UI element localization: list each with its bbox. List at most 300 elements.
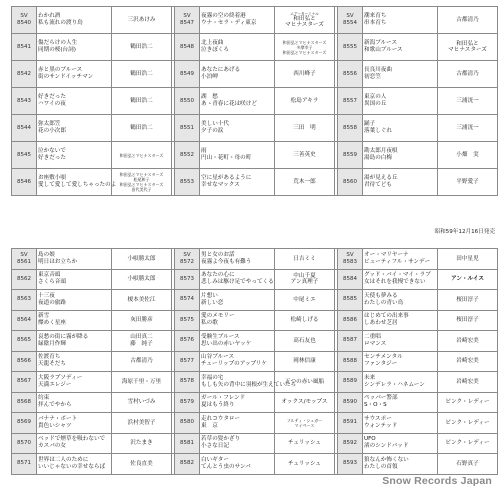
artist-name [275, 433, 335, 454]
artist-line: 中尾ミエ [293, 296, 316, 303]
artist-name [112, 372, 172, 393]
song-title: UFO [364, 436, 376, 443]
catalog-number-value: 8585 [343, 296, 357, 303]
table-row [12, 392, 498, 413]
artist-name [112, 88, 172, 115]
table-row [12, 7, 498, 34]
artist-line: 和田弘とマヒナスターズ [119, 172, 164, 177]
table-row [12, 61, 498, 88]
catalog-number [12, 392, 37, 413]
artist-name [438, 115, 498, 142]
catalog-number [338, 331, 363, 352]
catalog-sheet [11, 0, 495, 501]
table-row [12, 413, 498, 434]
song-titles [37, 142, 112, 169]
artist-name [438, 351, 498, 372]
catalog-number [338, 34, 363, 61]
catalog-number-value: 8540 [17, 20, 31, 26]
artist-line: チェリッシュ [287, 460, 322, 467]
song-titles [200, 115, 275, 142]
catalog-number-value: 8569 [17, 419, 31, 426]
artist-line: マイペース [294, 422, 315, 428]
artist-name [438, 392, 498, 413]
artist-name [112, 34, 172, 61]
catalog-number-value: 8556 [343, 70, 357, 77]
song-title: カスバの女 [38, 443, 66, 450]
song-title: ガール・フレンド [201, 395, 246, 402]
catalog-number [175, 61, 200, 88]
catalog-number [12, 269, 37, 290]
song-title: 私も流れの渡り鳥 [38, 20, 83, 26]
catalog-number-value: 8549 [180, 70, 194, 77]
song-title: 拝んでやから [38, 402, 72, 409]
catalog-number-value: 8582 [180, 460, 194, 467]
watermark-text: Snow Records Japan [382, 475, 492, 487]
release-date-note: 昭和59年12月16日発売 [434, 229, 495, 235]
song-title: ロマンス [364, 340, 387, 347]
artist-name [438, 7, 498, 34]
catalog-number-value: 8586 [343, 316, 357, 323]
catalog-number-value: 8568 [17, 398, 31, 405]
song-title: 夏はもう終り [201, 402, 235, 409]
artist-line: ピンク・レディー [445, 399, 490, 405]
artist-name [438, 61, 498, 88]
song-titles [200, 269, 275, 290]
song-title: 泣かないで [38, 148, 66, 154]
song-title: 傷だらけの人生 [38, 40, 78, 46]
artist-line: マヒナスターズ [285, 22, 324, 28]
song-title: 落葉しぐれ [364, 128, 392, 134]
catalog-number-value: 8561 [17, 258, 31, 265]
catalog-number-value: 8574 [180, 296, 194, 303]
catalog-number [175, 310, 200, 331]
song-titles [37, 290, 112, 311]
catalog-number [175, 454, 200, 475]
artist-name [438, 88, 498, 115]
artist-name [275, 413, 335, 434]
table-row [12, 34, 498, 61]
catalog-number [175, 433, 200, 454]
catalog-number-value: 8546 [17, 178, 31, 185]
catalog-number-value: 8571 [17, 460, 31, 467]
catalog-number-value: 8548 [180, 43, 194, 50]
song-titles [200, 454, 275, 475]
catalog-number-value: 8547 [180, 20, 194, 26]
song-titles [363, 372, 438, 393]
artist-line: 藤 純子 [130, 340, 153, 347]
sv-prefix: SV [346, 13, 354, 19]
table-row [12, 269, 498, 290]
artist-name [112, 7, 172, 34]
song-title: 新潟ブルース [364, 40, 398, 46]
table-row [12, 169, 498, 196]
artist-line: 荒木一郎 [293, 178, 316, 185]
catalog-number-value: 8576 [180, 337, 194, 344]
artist-line: 三浦洸一 [456, 124, 479, 131]
catalog-number [175, 34, 200, 61]
song-title: 山谷ブルース [201, 354, 235, 361]
artist-line: 海原千里・万里 [121, 378, 162, 385]
catalog-number [175, 351, 200, 372]
artist-name [438, 290, 498, 311]
artist-line: 日吉ミミ [293, 255, 316, 262]
artist-note: エアーターミナル [290, 11, 319, 16]
song-title: S・O・S [364, 402, 387, 409]
song-title: あなたの心に [201, 272, 235, 279]
catalog-number-value: 8552 [180, 151, 194, 158]
catalog-number-value: 8583 [343, 258, 357, 265]
artist-name [275, 310, 335, 331]
song-titles [363, 290, 438, 311]
song-title: 幸せなマックス [201, 182, 240, 188]
catalog-number [338, 61, 363, 88]
artist-name [275, 7, 335, 34]
artist-line: 鶴田浩二 [130, 43, 153, 50]
artist-name [112, 413, 172, 434]
song-title: 東 京 [201, 422, 218, 429]
artist-line: 桜田淳子 [456, 317, 479, 323]
song-title: 走れコウタロー [201, 415, 241, 422]
catalog-number [12, 61, 37, 88]
artist-name [112, 454, 172, 475]
song-title: ハワイの夜 [38, 101, 66, 107]
song-title: 渚のシンドバッド [364, 443, 409, 450]
catalog-number-value: 8579 [180, 398, 194, 405]
artist-line: アン真理子 [290, 279, 319, 286]
artist-line: ソルティ・シュガー [286, 417, 323, 423]
artist-line: 古都清乃 [456, 70, 479, 77]
artist-name [438, 169, 498, 196]
catalog-number [175, 249, 200, 270]
song-title: ペッパー警部 [364, 395, 398, 402]
artist-line: アン・ルイス [450, 276, 484, 282]
catalog-number-value: 8541 [17, 43, 31, 50]
catalog-number-value: 8588 [343, 357, 357, 364]
catalog-number [175, 413, 200, 434]
artist-name [438, 249, 498, 270]
song-titles [200, 7, 275, 34]
song-titles [363, 454, 438, 475]
song-titles [363, 392, 438, 413]
song-titles [363, 34, 438, 61]
song-titles [37, 249, 112, 270]
song-titles [363, 433, 438, 454]
song-title: 湯が見える丘 [364, 175, 398, 181]
catalog-table-bottom [11, 248, 498, 475]
catalog-number-value: 8559 [343, 151, 357, 158]
song-title: 天龍そだち [38, 361, 66, 368]
catalog-number [175, 115, 200, 142]
artist-line: 沢たまき [130, 440, 153, 446]
song-title: 悲しみは駆け足でやってくる [201, 279, 274, 286]
song-titles [363, 115, 438, 142]
artist-line: 和田弘とマヒナスターズ [282, 39, 327, 45]
artist-line: 岩崎宏美 [456, 358, 479, 364]
table-row [12, 249, 498, 270]
table-row [12, 142, 498, 169]
song-titles [200, 169, 275, 196]
song-title: 新雪 [38, 313, 50, 320]
catalog-number [175, 372, 200, 393]
catalog-number [338, 372, 363, 393]
artist-line: 鶴田浩二 [130, 70, 153, 77]
artist-line: 古都清乃 [456, 16, 479, 23]
artist-name [275, 290, 335, 311]
song-title: 佐渡育ち [38, 354, 61, 361]
catalog-number [338, 269, 363, 290]
song-title: 白いギター [201, 456, 229, 463]
song-title: センチメンタル [364, 354, 403, 361]
catalog-number-value: 8560 [343, 178, 357, 185]
artist-line: 岩崎宏美 [456, 337, 479, 344]
catalog-number-value: 8545 [17, 151, 31, 158]
catalog-number-value: 8565 [17, 337, 31, 344]
song-title: 好きだった [38, 94, 66, 100]
catalog-number-value: 8587 [343, 337, 357, 344]
song-titles [37, 454, 112, 475]
catalog-number [12, 88, 37, 115]
catalog-number [12, 331, 37, 352]
song-title: 異国の丘 [364, 101, 387, 107]
song-title: 夜霧の空の終着港 [201, 13, 246, 19]
song-titles [37, 88, 112, 115]
artist-line: 和田弘とマヒナスターズ [119, 182, 164, 187]
artist-line: 多摩幸子 [296, 44, 313, 50]
catalog-number-value: 8562 [17, 275, 31, 282]
song-titles [37, 331, 112, 352]
artist-name [112, 290, 172, 311]
song-title: 北上夜曲 [201, 40, 224, 46]
catalog-number [12, 413, 37, 434]
song-title: チューリップのアップリケ [201, 361, 268, 368]
song-titles [363, 169, 438, 196]
catalog-number [338, 169, 363, 196]
artist-line: 田代美代子 [131, 187, 152, 192]
song-title: 美しい十代 [201, 121, 229, 127]
song-title: 貴色いシャツ [38, 422, 72, 429]
artist-name [275, 142, 335, 169]
artist-name [275, 269, 335, 290]
song-title: 君待てども [364, 182, 392, 188]
table-row [12, 454, 498, 475]
artist-line: 浜村美智子 [127, 419, 156, 426]
song-title: 天満エレジー [38, 381, 72, 388]
artist-name [438, 372, 498, 393]
song-title: シンデレラ・ハネムーン [364, 381, 425, 388]
song-titles [37, 392, 112, 413]
artist-name [438, 269, 498, 290]
song-titles [363, 413, 438, 434]
song-title: 同期の桜(台詞) [38, 47, 76, 53]
song-title: 空に星があるように [201, 175, 252, 181]
catalog-number-value: 8591 [343, 419, 357, 426]
song-title: てんとう虫のサンバ [201, 463, 251, 470]
song-titles [363, 331, 438, 352]
song-title: 湯島の白梅 [364, 155, 392, 161]
catalog-number-value: 8590 [343, 398, 357, 405]
song-title: わかれ酒 [38, 13, 61, 19]
artist-name [275, 351, 335, 372]
song-title: 東京の人 [364, 94, 387, 100]
song-title: 二重唱 [364, 333, 381, 340]
artist-line: 佐良直美 [130, 460, 153, 467]
artist-line: 中山千夏 [293, 272, 316, 279]
song-title: あなたにあげる [201, 67, 241, 73]
artist-line: 和田弘とマヒナスターズ [282, 49, 327, 55]
song-titles [200, 392, 275, 413]
catalog-number-value: 8573 [180, 275, 194, 282]
artist-line: 鶴田浩二 [130, 124, 153, 131]
song-title: 若草の髪かざり [201, 436, 241, 443]
song-title: お座敷小唄 [38, 175, 66, 181]
catalog-number [12, 372, 37, 393]
catalog-number-value: 8572 [180, 258, 194, 265]
catalog-number-value: 8551 [180, 124, 194, 131]
catalog-number [175, 142, 200, 169]
song-title: 小さな日記 [201, 443, 229, 450]
catalog-number-value: 8558 [343, 124, 357, 131]
song-titles [37, 351, 112, 372]
artist-line: 桜田淳子 [456, 296, 479, 303]
song-titles [200, 142, 275, 169]
table-row [12, 310, 498, 331]
song-title: 小泊岬 [201, 74, 218, 80]
song-titles [363, 61, 438, 88]
artist-name [438, 454, 498, 475]
song-titles [37, 433, 112, 454]
artist-line: 田中星児 [456, 255, 479, 262]
artist-line: 和田弘と [293, 15, 316, 22]
song-title: 明日はお立ちか [38, 258, 78, 265]
catalog-number [338, 392, 363, 413]
artist-name [275, 392, 335, 413]
artist-name [275, 169, 335, 196]
catalog-number [12, 142, 37, 169]
song-title: 幸福の宅 [201, 374, 224, 381]
song-title: 愛のメモリー [201, 313, 235, 320]
song-titles [37, 169, 117, 196]
catalog-number [12, 351, 37, 372]
song-title: 緑陰月作輝 [38, 340, 66, 347]
song-title: 男と女のお話 [201, 251, 235, 258]
artist-line: ピンク・レディー [445, 419, 490, 426]
song-title: 島の娘 [38, 251, 55, 258]
catalog-number-value: 8580 [180, 419, 194, 426]
song-title: オー・マリヤーナ [364, 251, 409, 258]
catalog-number [175, 392, 200, 413]
song-title: グッド・バイ・マイ・ラブ [364, 272, 431, 279]
catalog-number [12, 115, 37, 142]
song-title: あゝ青春に花は咲けど [201, 101, 257, 107]
artist-line: 小畑 実 [456, 151, 479, 158]
song-title: 天使も夢みる [364, 292, 398, 299]
catalog-number [175, 169, 200, 196]
catalog-number [338, 454, 363, 475]
catalog-number-value: 8584 [343, 275, 357, 282]
song-title: 赤と黒のブルース [38, 67, 83, 73]
catalog-number [175, 290, 200, 311]
artist-line: 高石友也 [293, 337, 316, 344]
song-title: 泣きぼくろ [201, 47, 229, 53]
song-titles [37, 310, 112, 331]
song-title: わたしの首領 [364, 463, 398, 470]
table-row [12, 351, 498, 372]
song-title: 狼なんか怖くない [364, 456, 409, 463]
artist-line: 小唄勝太郎 [127, 276, 156, 282]
table-row [12, 115, 498, 142]
artist-line: 雪村いづみ [127, 399, 156, 405]
song-title: しあわせ芝居 [364, 320, 398, 327]
song-title: 和歌山ブルース [364, 47, 403, 53]
song-titles [200, 290, 275, 311]
artist-line: 山田真二 [130, 334, 153, 341]
catalog-number-value: 8593 [343, 460, 357, 467]
catalog-number-value: 8544 [17, 124, 31, 131]
song-title: 花の小次郎 [38, 128, 66, 134]
song-title: さくら音頭 [38, 279, 66, 286]
song-titles [363, 7, 438, 34]
song-titles [200, 34, 275, 61]
artist-line: 和田弘とマヒナスターズ [119, 152, 164, 158]
catalog-number [12, 454, 37, 475]
song-title: 受験生ブルース [201, 333, 240, 340]
song-title: 哀愁の街に霧が降る [38, 333, 89, 340]
catalog-number [12, 7, 37, 34]
song-title: 未来 [364, 374, 376, 381]
catalog-number-value: 8564 [17, 316, 31, 323]
artist-line: オックス/モップス [281, 399, 328, 405]
artist-name [112, 351, 172, 372]
artist-name [112, 433, 172, 454]
song-title: はじめての出来事 [364, 313, 409, 320]
artist-line: 和田弘と [456, 40, 479, 47]
song-titles [37, 269, 112, 290]
song-titles [363, 249, 438, 270]
catalog-number [338, 433, 363, 454]
song-title: 勘太郎月夜唄 [364, 148, 398, 154]
song-title: 雨 [201, 148, 207, 154]
catalog-number [175, 88, 200, 115]
catalog-number-value: 8575 [180, 316, 194, 323]
song-title: 初恋笠 [364, 74, 381, 80]
song-title: 燦めく星座 [38, 320, 66, 327]
song-titles [363, 88, 438, 115]
artist-name [112, 331, 172, 352]
song-titles [200, 413, 275, 434]
artist-line: 岡林信康 [293, 358, 316, 364]
table-row [12, 433, 498, 454]
catalog-number-value: 8553 [180, 178, 194, 185]
artist-name [275, 249, 335, 270]
song-title: サウスポー [364, 415, 392, 422]
catalog-number [338, 290, 363, 311]
catalog-number-value: 8566 [17, 357, 31, 364]
catalog-table-top [11, 6, 498, 196]
catalog-number-value: 8543 [17, 97, 31, 104]
catalog-number [175, 7, 200, 34]
artist-line: ピンク・レディー [445, 440, 490, 446]
table-row [12, 290, 498, 311]
artist-line: 石野真子 [456, 460, 479, 467]
song-title: 串本育ち [364, 20, 387, 26]
artist-name [112, 249, 172, 270]
catalog-number [12, 290, 37, 311]
artist-name [438, 34, 498, 61]
song-title: 十三夜 [38, 292, 55, 299]
catalog-number [338, 88, 363, 115]
song-title: 夕子の涙 [201, 128, 224, 134]
catalog-number-value: 8542 [17, 70, 31, 77]
